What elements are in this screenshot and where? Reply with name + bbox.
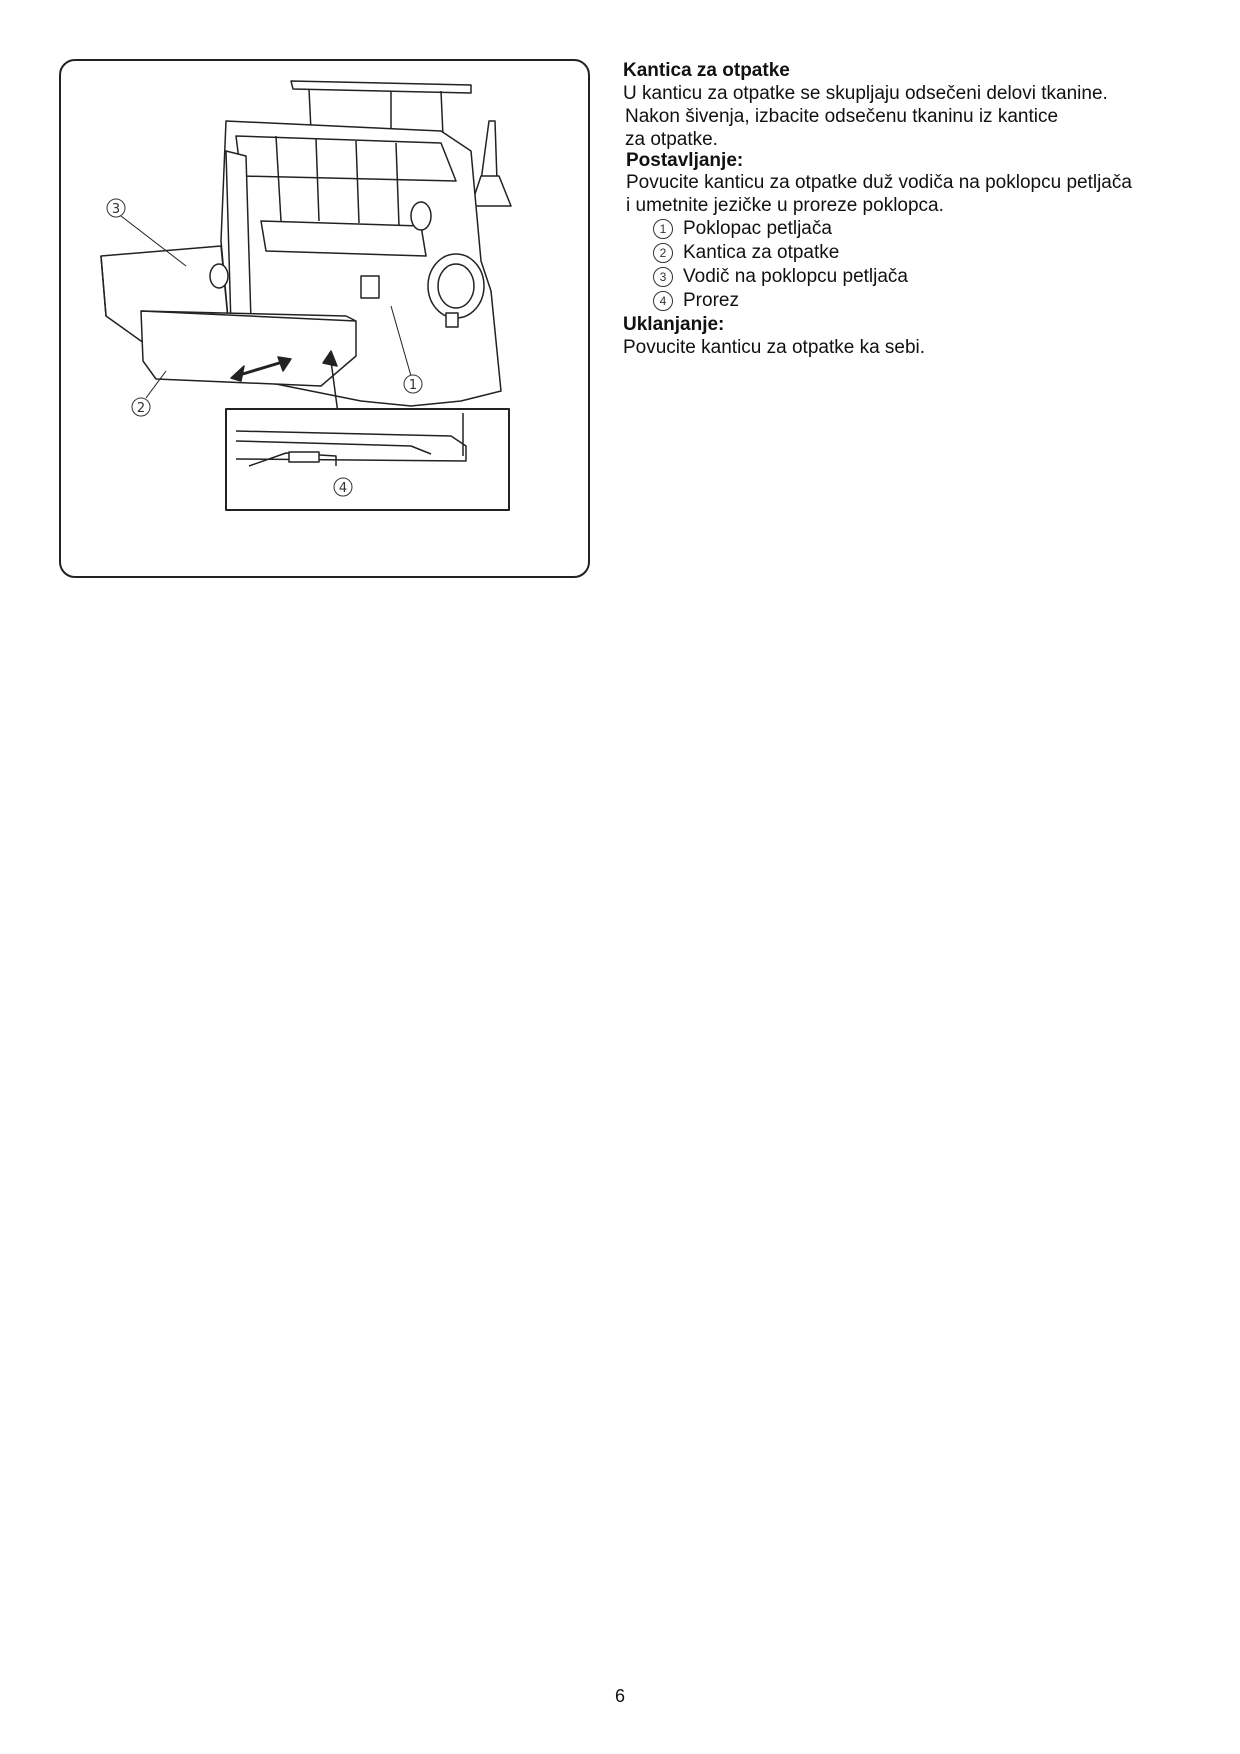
serger-illustration xyxy=(61,61,590,578)
intro-line-3: za otpatke. xyxy=(625,129,718,150)
install-line-2: i umetnite jezičke u proreze poklopca. xyxy=(626,195,944,216)
illustration-frame xyxy=(59,59,590,578)
remove-text: Povucite kanticu za otpatke ka sebi. xyxy=(623,337,926,358)
install-line-1: Povucite kanticu za otpatke duž vodiča na poklopcu petljača xyxy=(626,172,1132,193)
legend-number: 2 xyxy=(653,243,673,263)
intro-line-1: U kanticu za otpatke se skupljaju odsečeni delovi tkanine. xyxy=(623,83,1108,104)
callout-4: 4 xyxy=(338,481,348,496)
remove-heading: Uklanjanje: xyxy=(623,314,725,335)
legend-number: 4 xyxy=(653,291,673,311)
intro-line-2: Nakon šivenja, izbacite odsečenu tkaninu iz kantice xyxy=(625,106,1059,127)
trim-bin xyxy=(141,311,356,386)
legend-item xyxy=(623,289,1203,313)
legend-number: 3 xyxy=(653,267,673,287)
legend-item xyxy=(623,265,1203,289)
parts-legend xyxy=(623,217,1203,313)
page-number: 6 xyxy=(614,1686,625,1706)
install-heading: Postavljanje: xyxy=(626,150,744,171)
legend-number: 1 xyxy=(653,219,673,239)
legend-label: Prorez xyxy=(683,290,739,311)
legend-item xyxy=(623,241,1203,265)
thread-guide-bar xyxy=(291,81,471,93)
callout-3: 3 xyxy=(111,202,121,217)
callout-2: 2 xyxy=(136,401,146,416)
legend-label: Poklopac petljača xyxy=(683,218,832,239)
instructions-block xyxy=(623,59,1203,359)
legend-item xyxy=(623,217,1203,241)
legend-label: Vodič na poklopcu petljača xyxy=(683,266,908,287)
legend-label: Kantica za otpatke xyxy=(683,242,840,263)
callout-1: 1 xyxy=(408,378,418,393)
section-title: Kantica za otpatke xyxy=(623,60,790,81)
